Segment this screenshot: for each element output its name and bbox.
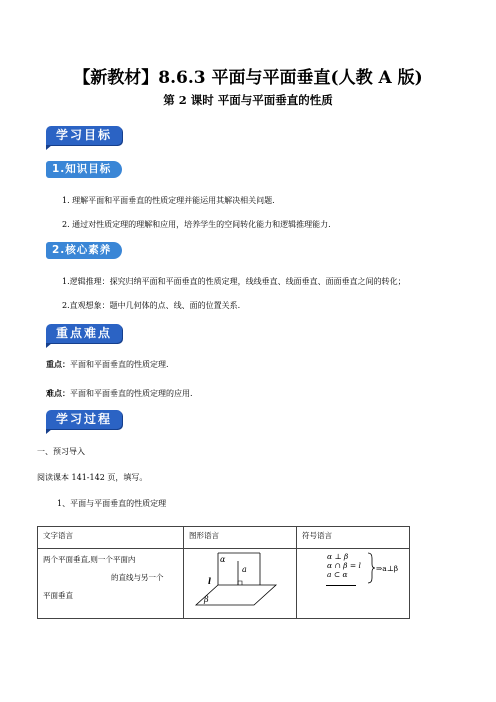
- knowledge-item-2: 2. 通过对性质定理的理解和应用，培养学生的空间转化能力和逻辑推理能力.: [62, 220, 331, 229]
- header-symbol-language: 符号语言: [297, 527, 410, 549]
- symbol-line-2: α ∩ β = l: [327, 561, 361, 570]
- line-l-label: l: [208, 576, 212, 586]
- focus-line: [46, 359, 169, 370]
- text-language-line-2: 的直线与另一个: [111, 573, 164, 582]
- table-row: [38, 549, 410, 619]
- right-brace-icon: [367, 552, 375, 584]
- symbol-cell: [297, 549, 410, 619]
- text-language-line-3: 平面垂直: [43, 591, 73, 600]
- figure-cell: [184, 549, 297, 619]
- header-figure-language: 图形语言: [184, 527, 297, 549]
- text-language-line-1: 两个平面垂直,则一个平面内: [43, 555, 136, 564]
- difficulty-label: 难点：: [46, 388, 70, 398]
- perpendicular-planes-figure: [186, 551, 286, 613]
- page-subtitle: 第 2 课时 平面与平面垂直的性质: [163, 93, 333, 107]
- literacy-item-1: 1.逻辑推理：探究归纳平面和平面垂直的性质定理，线线垂直、线面垂直、面面垂直之间的转化；: [62, 277, 406, 286]
- process-banner: 学习过程: [46, 410, 122, 429]
- reading-instruction: 阅读课本 141-142 页，填写。: [37, 473, 148, 482]
- difficulty-line: [46, 388, 193, 399]
- page-title: 【新教材】8.6.3 平面与平面垂直(人教 A 版): [73, 68, 423, 88]
- text-language-cell: [38, 549, 184, 619]
- objectives-banner: 学习目标: [46, 126, 122, 145]
- alpha-label: α: [220, 555, 226, 564]
- symbol-line-1: α ⊥ β: [327, 552, 349, 561]
- symbol-line-3: a ⊂ α: [327, 570, 348, 579]
- knowledge-goal-label: 1.知识目标: [46, 161, 122, 178]
- literacy-item-2: 2.直观想象：题中几何体的点、线、面的位置关系.: [62, 301, 241, 310]
- symbol-block: [327, 552, 407, 596]
- core-literacy-label: 2.核心素养: [46, 242, 122, 259]
- focus-label: 重点：: [46, 359, 70, 369]
- conclusion: ⇒a⊥β: [376, 564, 399, 573]
- table-header-row: [38, 527, 410, 549]
- preview-heading: 一、预习导入: [37, 447, 85, 456]
- theorem-table: [37, 526, 410, 619]
- focus-text: 平面和平面垂直的性质定理.: [70, 360, 169, 369]
- theorem-heading: 1、平面与平面垂直的性质定理: [57, 499, 167, 508]
- key-points-banner: 重点难点: [46, 324, 122, 343]
- beta-label: β: [204, 595, 209, 604]
- blank-underline: [326, 585, 356, 586]
- difficulty-text: 平面和平面垂直的性质定理的应用.: [70, 389, 193, 398]
- knowledge-item-1: 1. 理解平面和平面垂直的性质定理并能运用其解决相关问题.: [62, 196, 275, 205]
- header-text-language: 文字语言: [38, 527, 184, 549]
- line-a-label: a: [242, 565, 247, 574]
